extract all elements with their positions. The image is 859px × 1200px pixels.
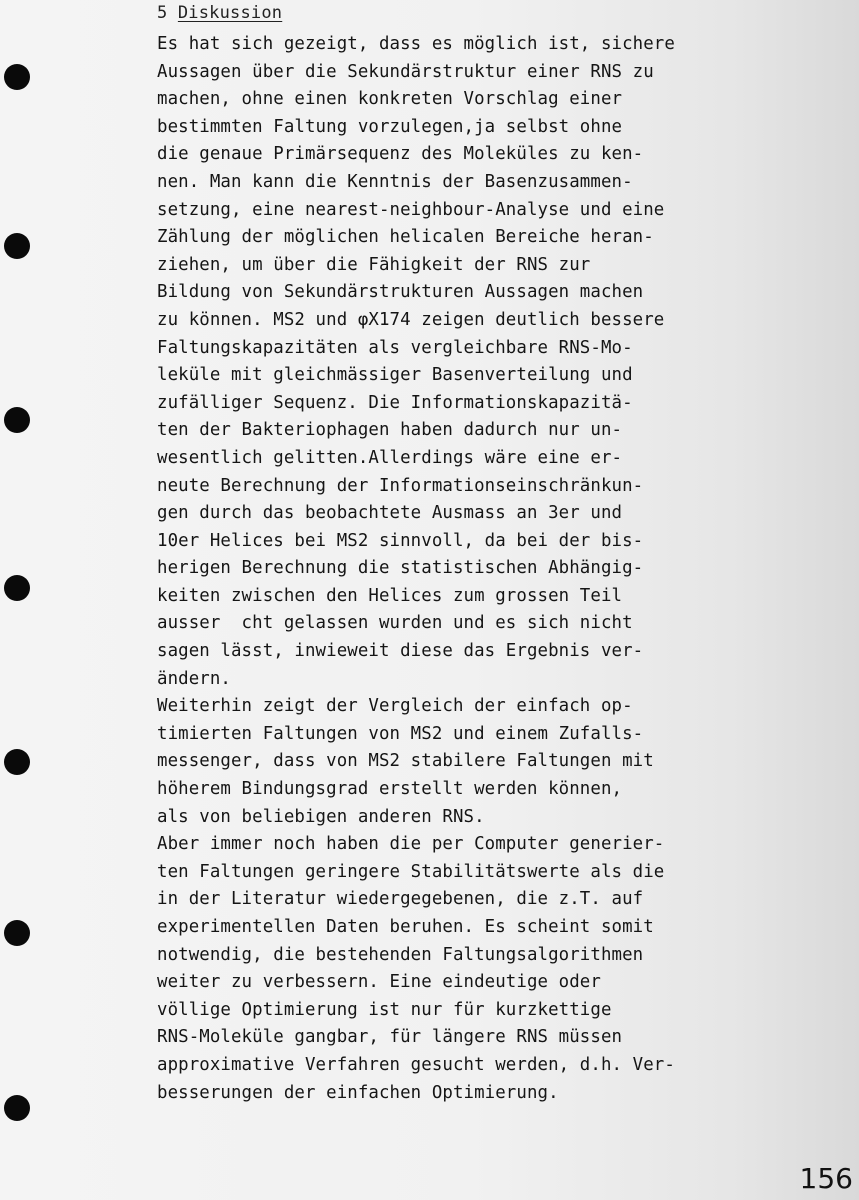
text-line: ten der Bakteriophagen haben dadurch nur un- <box>157 420 623 441</box>
text-line: Zählung der möglichen helicalen Bereiche heran- <box>157 227 654 248</box>
page-number: 156 <box>799 1162 853 1195</box>
body-text <box>157 31 737 1107</box>
text-line: besserungen der einfachen Optimierung. <box>157 1082 559 1103</box>
text-line: als von beliebigen anderen RNS. <box>157 806 485 827</box>
text-line: Es hat sich gezeigt, dass es möglich ist, sichere <box>157 34 675 54</box>
text-line: weiter zu verbessern. Eine eindeutige oder <box>157 972 601 993</box>
text-line: bestimmten Faltung vorzulegen,ja selbst ohne <box>157 116 623 137</box>
punch-hole <box>4 920 30 946</box>
text-line: zufälliger Sequenz. Die Informationskapazitä- <box>157 392 633 413</box>
text-line: ten Faltungen geringere Stabilitätswerte als die <box>157 861 665 882</box>
punch-hole <box>4 233 30 259</box>
punch-hole <box>4 575 30 601</box>
text-line: setzung, eine nearest-neighbour-Analyse und eine <box>157 199 665 220</box>
text-line: approximative Verfahren gesucht werden, d.h. Ver- <box>157 1054 675 1075</box>
text-line: Aussagen über die Sekundärstruktur einer RNS zu <box>157 61 654 82</box>
text-line: herigen Berechnung die statistischen Abhängig- <box>157 558 644 579</box>
text-line: keiten zwischen den Helices zum grossen Teil <box>157 585 623 606</box>
punch-hole <box>4 407 30 433</box>
punch-hole <box>4 64 30 90</box>
text-line: Faltungskapazitäten als vergleichbare RNS-Mo- <box>157 337 633 358</box>
text-line: zu können. MS2 und φX174 zeigen deutlich bessere <box>157 309 665 330</box>
punch-hole <box>4 749 30 775</box>
text-line: ziehen, um über die Fähigkeit der RNS zur <box>157 254 591 275</box>
text-line: neute Berechnung der Informationseinschränkun- <box>157 475 644 496</box>
section-title: Diskussion <box>177 3 283 23</box>
text-line: wesentlich gelitten.Allerdings wäre eine er- <box>157 447 623 468</box>
text-line: messenger, dass von MS2 stabilere Faltungen mit <box>157 751 654 772</box>
text-line: höherem Bindungsgrad erstellt werden können, <box>157 779 623 800</box>
text-line: machen, ohne einen konkreten Vorschlag einer <box>157 89 623 110</box>
text-line: timierten Faltungen von MS2 und einem Zufalls- <box>157 723 644 744</box>
text-line: gen durch das beobachtete Ausmass an 3er und <box>157 503 623 524</box>
section-number: 5 <box>157 3 168 23</box>
text-line: 10er Helices bei MS2 sinnvoll, da bei der bis- <box>157 530 644 551</box>
text-line: notwendig, die bestehenden Faltungsalgorithmen <box>157 944 644 965</box>
text-line: die genaue Primärsequenz des Moleküles zu ken- <box>157 144 644 165</box>
text-line: sagen lässt, inwieweit diese das Ergebnis ver- <box>157 641 644 662</box>
text-line: Bildung von Sekundärstrukturen Aussagen machen <box>157 282 644 303</box>
text-line: ausser cht gelassen wurden und es sich nicht <box>157 613 633 634</box>
text-line: Aber immer noch haben die per Computer generier- <box>157 834 665 855</box>
text-line: leküle mit gleichmässiger Basenverteilung und <box>157 365 633 386</box>
text-line: nen. Man kann die Kenntnis der Basenzusammen- <box>157 171 633 192</box>
text-line: RNS-Moleküle gangbar, für längere RNS müssen <box>157 1027 623 1048</box>
text-line: in der Literatur wiedergegebenen, die z.T. auf <box>157 889 644 910</box>
text-line: völlige Optimierung ist nur für kurzkettige <box>157 999 612 1020</box>
punch-hole <box>4 1095 30 1121</box>
text-line: ändern. <box>157 668 231 689</box>
text-line: experimentellen Daten beruhen. Es scheint somit <box>157 917 654 937</box>
section-heading <box>157 1 282 25</box>
text-line: Weiterhin zeigt der Vergleich der einfach op- <box>157 696 633 717</box>
